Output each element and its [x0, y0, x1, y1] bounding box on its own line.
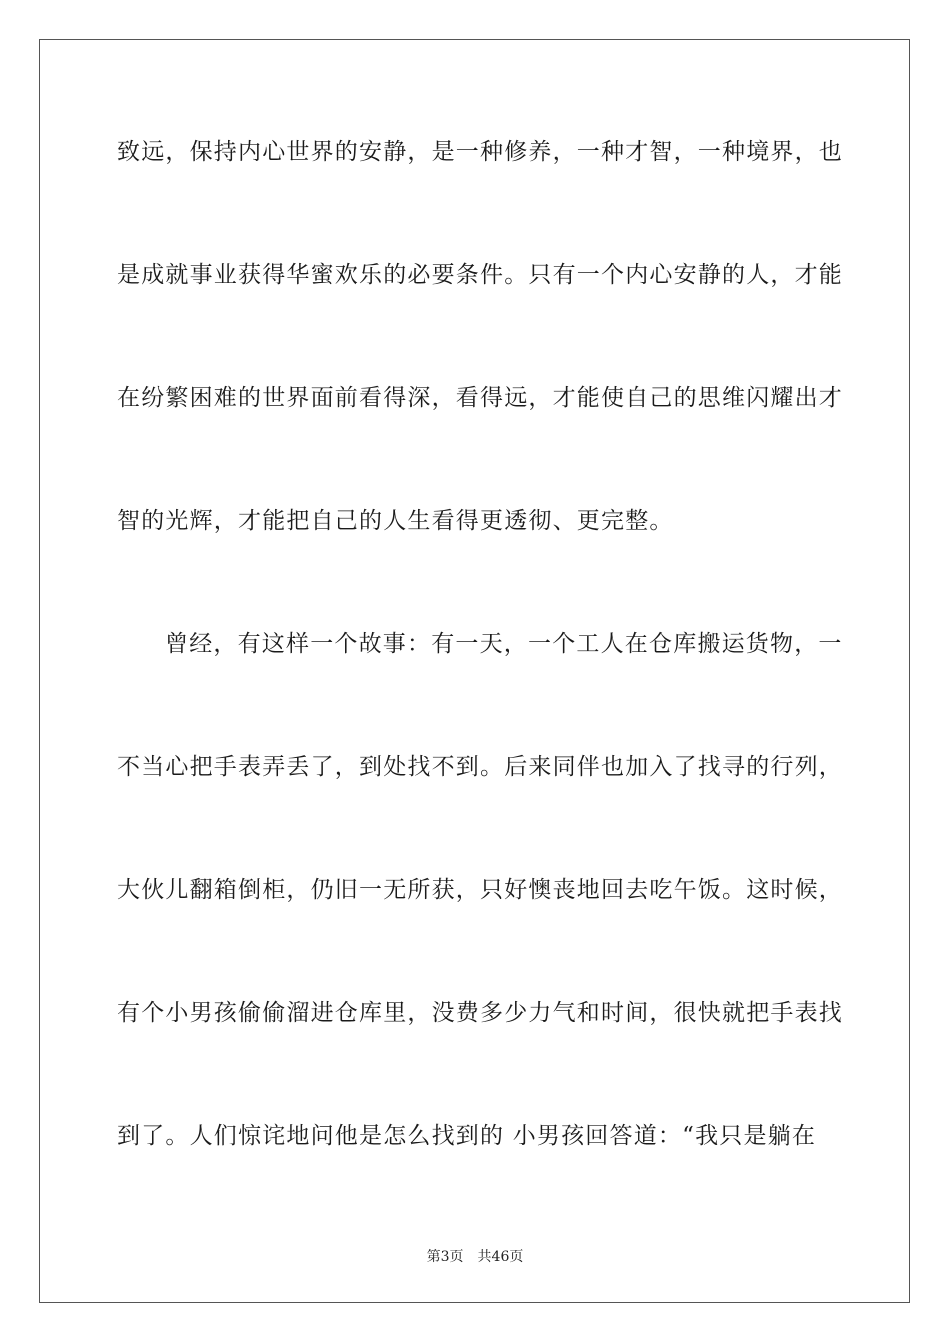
paragraph-line: 智的光辉，才能把自己的人生看得更透彻、更完整。 [117, 508, 674, 534]
paragraph-line: 不当心把手表弄丢了，到处找不到。后来同伴也加入了找寻的行列， [117, 754, 843, 780]
page-number: 第3页 [426, 1249, 464, 1265]
paragraph-line: 是成就事业获得华蜜欢乐的必要条件。只有一个内心安静的人，才能 [117, 262, 843, 288]
paragraph-line: 到了。人们惊诧地问他是怎么找到的 小男孩回答道：“我只是躺在 [117, 1123, 817, 1149]
page-footer [0, 1248, 950, 1266]
paragraph-line-indented: 曾经，有这样一个故事：有一天，一个工人在仓库搬运货物，一 [165, 631, 843, 657]
paragraph-line: 致远，保持内心世界的安静，是一种修养，一种才智，一种境界，也 [117, 139, 843, 165]
page-border [39, 39, 910, 1303]
paragraph-line: 大伙儿翻箱倒柜，仍旧一无所获，只好懊丧地回去吃午饭。这时候， [117, 877, 843, 903]
page-total: 共46页 [477, 1249, 524, 1265]
paragraph-line: 有个小男孩偷偷溜进仓库里，没费多少力气和时间，很快就把手表找 [117, 1000, 843, 1026]
paragraph-line: 在纷繁困难的世界面前看得深，看得远，才能使自己的思维闪耀出才 [117, 385, 843, 411]
